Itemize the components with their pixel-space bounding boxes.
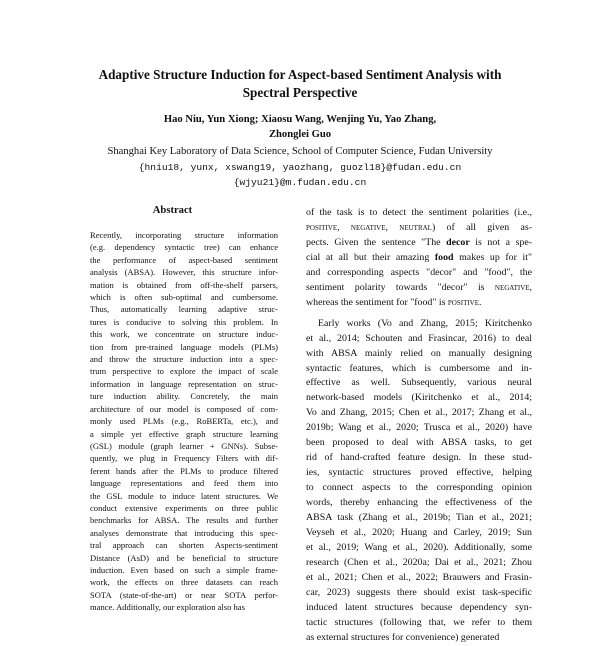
abstract-line: the performance of aspect-based sentiment xyxy=(90,254,278,265)
abstract-line: trum perspective to explore the impact of scale xyxy=(90,366,278,377)
abstract-line: (e.g. dependency syntactic tree) can enhance xyxy=(90,242,278,253)
abstract-line: this work, we concentrate on structure induc- xyxy=(90,329,278,340)
abstract-line: a simple yet effective graph structure learning xyxy=(90,428,278,439)
intro-line: research (Chen et al., 2020a; Dai et al., 2021; Zhou xyxy=(306,556,532,568)
intro-line: to connect aspects to the corresponding opinion xyxy=(306,482,532,494)
abstract-line: Thus, automatically learning adaptive struc- xyxy=(90,304,278,315)
intro-line: induced latent structures because dependency syn- xyxy=(306,601,532,613)
abstract-line: benchmarks for ABSA. The results and further xyxy=(90,515,278,526)
email-line-1: {hniu18, yunx, xswang19, yaozhang, guozl18}@fudan.edu.cn xyxy=(138,162,462,173)
polarity-positive-label: positive xyxy=(447,296,480,308)
intro-column xyxy=(306,206,532,646)
intro-line: Vo and Zhang, 2015; Chen et al., 2017; Zhang et al., xyxy=(306,407,532,419)
abstract-body xyxy=(90,229,278,614)
intro-line: network-based models (Kiritchenko et al., 2014; xyxy=(306,392,532,404)
abstract-line: analyses demonstrate that introducing this spec- xyxy=(90,527,278,538)
author-line-1: Hao Niu, Yun Xiong; Xiaosu Wang, Wenjing Yu, Yao Zhang, xyxy=(163,114,437,125)
aspect-food: food xyxy=(434,251,454,263)
intro-line: positive, negative, neutral) of all given as- xyxy=(306,221,533,233)
abstract-line: tures is conducive to solving this problem. In xyxy=(90,316,278,327)
email-line-2: {wjyu21}@m.fudan.edu.cn xyxy=(233,177,367,188)
intro-line: Early works (Vo and Zhang, 2015; Kiritchenko xyxy=(318,317,532,329)
title-line-1: Adaptive Structure Induction for Aspect-based Sentiment Analysis with xyxy=(98,67,502,82)
abstract-line: work, the effects on three datasets can reach xyxy=(90,577,278,588)
abstract-line: Distance (AsD) and be beneficial to structure xyxy=(90,552,278,563)
intro-line: been proposed to deal with ABSA tasks, to get xyxy=(306,437,532,449)
intro-line: rid of hand-crafted feature design. In these stud- xyxy=(306,452,532,464)
intro-line: whereas the sentiment for "food" is positive. xyxy=(306,296,482,308)
author-list xyxy=(40,113,560,142)
polarity-negative: negative xyxy=(350,221,386,233)
abstract-line: tion from pre-trained language models (PLMs) xyxy=(90,341,278,352)
abstract-line: information in language representation on struc- xyxy=(90,378,278,389)
intro-line: Veyseh et al., 2020; Huang and Carley, 2019; Sun xyxy=(306,527,532,539)
abstract-line: and throw the structure induction into a spec- xyxy=(90,354,278,365)
polarity-negative-label: negative xyxy=(494,281,530,293)
intro-line: et al., 2021; Chen et al., 2022; Brauwers and Frasin- xyxy=(306,571,532,583)
abstract-line: which is often sub-optimal and cumbersome. xyxy=(90,292,278,303)
abstract-line: mance. Additionally, our exploration also has xyxy=(90,602,245,613)
abstract-line: language representations and feed them into xyxy=(90,478,278,489)
abstract-line: Recently, incorporating structure information xyxy=(90,230,278,240)
abstract-line: SOTA (state-of-the-art) or near SOTA perfor- xyxy=(90,589,278,600)
intro-line: ABSA task (Zhang et al., 2019b; Tian et al., 2021; xyxy=(306,512,532,524)
abstract-line: architecture of our model is composed of com- xyxy=(90,403,278,414)
intro-line: of the task is to detect the sentiment polarities (i.e., xyxy=(306,207,532,218)
intro-line: syntactic features, which is cumbersome and in- xyxy=(306,362,532,374)
intro-line: et al., 2019; Wang et al., 2020). Additionally, some xyxy=(306,541,532,553)
abstract-heading: Abstract xyxy=(152,205,193,216)
intro-line: sentiment polarity towards "decor" is negative, xyxy=(306,281,532,293)
abstract-line: ture induction ability. Concretely, the main xyxy=(90,391,278,402)
intro-line: cial at all but their amazing food makes up for it" xyxy=(306,251,532,263)
affiliation: Shanghai Key Laboratory of Data Science, School of Computer Science, Fudan University xyxy=(107,146,493,157)
abstract-line: ferent bands after the PLMs to produce filtered xyxy=(90,465,278,476)
intro-line: and corresponding aspects "decor" and "food", the xyxy=(306,266,532,278)
intro-line: with ABSA mainly relied on manually designing xyxy=(306,347,532,359)
intro-line: 2019b; Wang et al., 2020; Trusca et al., 2020) have xyxy=(306,422,532,434)
paper-title xyxy=(40,66,560,102)
intro-paragraph-2 xyxy=(306,317,532,646)
abstract-line: tral approach can shorten Aspects-sentiment xyxy=(90,540,278,551)
abstract-line: quently, we plug in Frequency Filters with dif- xyxy=(90,453,278,464)
abstract-line: the GSL module to induce latent structures. We xyxy=(90,490,278,501)
abstract-line: monly used PLMs (e.g., RoBERTa, etc.), and xyxy=(90,416,278,427)
intro-line: car, 2023) suggests there should exist task-specific xyxy=(306,586,532,598)
abstract-line: mation is obtained from off-the-shelf parsers, xyxy=(90,279,278,290)
intro-line: words, thereby enhancing the effectiveness of the xyxy=(306,497,532,509)
aspect-decor: decor xyxy=(446,236,470,248)
author-line-2: Zhonglei Guo xyxy=(268,128,332,140)
intro-line: et al., 2014; Schouten and Frasincar, 2016) to deal xyxy=(306,332,532,344)
abstract-line: conduct extensive experiments on three public xyxy=(90,502,278,513)
intro-line: ies, syntactic structures proved effective, helping xyxy=(306,467,532,479)
abstract-line: analysis (ABSA). However, this structure infor- xyxy=(90,267,278,278)
intro-line: pects. Given the sentence "The decor is not a spe- xyxy=(306,236,532,248)
abstract-line: induction. Even based on such a simple frame- xyxy=(90,564,278,575)
intro-line: effective as well. Subsequently, various neural xyxy=(306,377,532,389)
polarity-positive: positive xyxy=(306,221,338,233)
polarity-neutral: neutral xyxy=(399,221,432,233)
abstract-line: (GSL) module (graph learner + GNNs). Subse- xyxy=(90,440,278,451)
title-line-2: Spectral Perspective xyxy=(242,85,358,100)
intro-line: as external structures for convenience) generated xyxy=(306,631,500,643)
intro-line: tactic structures (following that, we refer to them xyxy=(306,616,532,628)
